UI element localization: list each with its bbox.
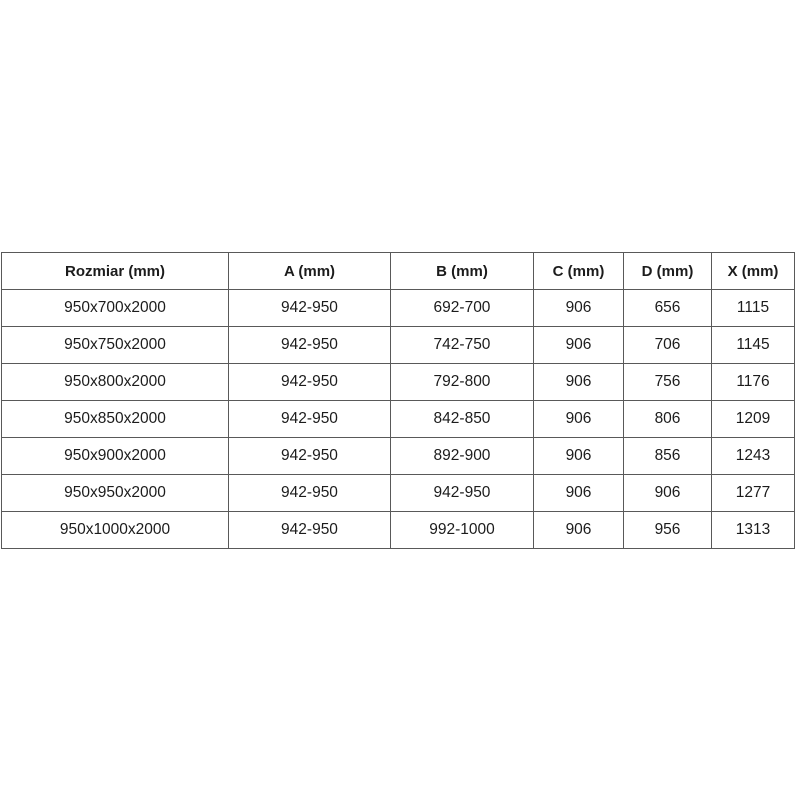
table-header-row xyxy=(2,253,795,290)
table-cell: 1115 xyxy=(712,290,795,327)
table-cell: 906 xyxy=(534,512,624,549)
table-cell: 1313 xyxy=(712,512,795,549)
table-cell: 950x800x2000 xyxy=(2,364,229,401)
column-header-b: B (mm) xyxy=(391,253,534,290)
table-cell: 942-950 xyxy=(229,512,391,549)
table-cell: 756 xyxy=(624,364,712,401)
table-cell: 906 xyxy=(534,327,624,364)
table-cell: 1145 xyxy=(712,327,795,364)
table-cell: 1243 xyxy=(712,438,795,475)
table-cell: 942-950 xyxy=(229,438,391,475)
table-cell: 942-950 xyxy=(229,401,391,438)
table-cell: 906 xyxy=(624,475,712,512)
table-cell: 950x700x2000 xyxy=(2,290,229,327)
table-cell: 950x750x2000 xyxy=(2,327,229,364)
table-cell: 950x1000x2000 xyxy=(2,512,229,549)
table-cell: 906 xyxy=(534,290,624,327)
table-cell: 942-950 xyxy=(229,290,391,327)
table-cell: 1209 xyxy=(712,401,795,438)
table-row xyxy=(2,364,795,401)
table-row xyxy=(2,327,795,364)
column-header-x: X (mm) xyxy=(712,253,795,290)
table-cell: 892-900 xyxy=(391,438,534,475)
table-cell: 692-700 xyxy=(391,290,534,327)
table-cell: 906 xyxy=(534,438,624,475)
column-header-d: D (mm) xyxy=(624,253,712,290)
table-header xyxy=(2,253,795,290)
column-header-rozmiar: Rozmiar (mm) xyxy=(2,253,229,290)
table-cell: 1277 xyxy=(712,475,795,512)
table-row xyxy=(2,438,795,475)
table-cell: 742-750 xyxy=(391,327,534,364)
table-row xyxy=(2,512,795,549)
table-cell: 956 xyxy=(624,512,712,549)
column-header-c: C (mm) xyxy=(534,253,624,290)
table-row xyxy=(2,401,795,438)
table-body xyxy=(2,290,795,549)
table-cell: 1176 xyxy=(712,364,795,401)
table-cell: 942-950 xyxy=(229,327,391,364)
table-cell: 942-950 xyxy=(229,364,391,401)
table-cell: 856 xyxy=(624,438,712,475)
table-cell: 950x850x2000 xyxy=(2,401,229,438)
column-header-a: A (mm) xyxy=(229,253,391,290)
table-cell: 950x900x2000 xyxy=(2,438,229,475)
table-cell: 792-800 xyxy=(391,364,534,401)
table-cell: 942-950 xyxy=(391,475,534,512)
dimensions-table xyxy=(1,252,795,549)
table-cell: 906 xyxy=(534,475,624,512)
table-cell: 842-850 xyxy=(391,401,534,438)
table-cell: 706 xyxy=(624,327,712,364)
table-cell: 950x950x2000 xyxy=(2,475,229,512)
table-cell: 942-950 xyxy=(229,475,391,512)
table-cell: 656 xyxy=(624,290,712,327)
table-cell: 906 xyxy=(534,364,624,401)
table-row xyxy=(2,475,795,512)
table-row xyxy=(2,290,795,327)
table-cell: 906 xyxy=(534,401,624,438)
table-cell: 806 xyxy=(624,401,712,438)
table-cell: 992-1000 xyxy=(391,512,534,549)
